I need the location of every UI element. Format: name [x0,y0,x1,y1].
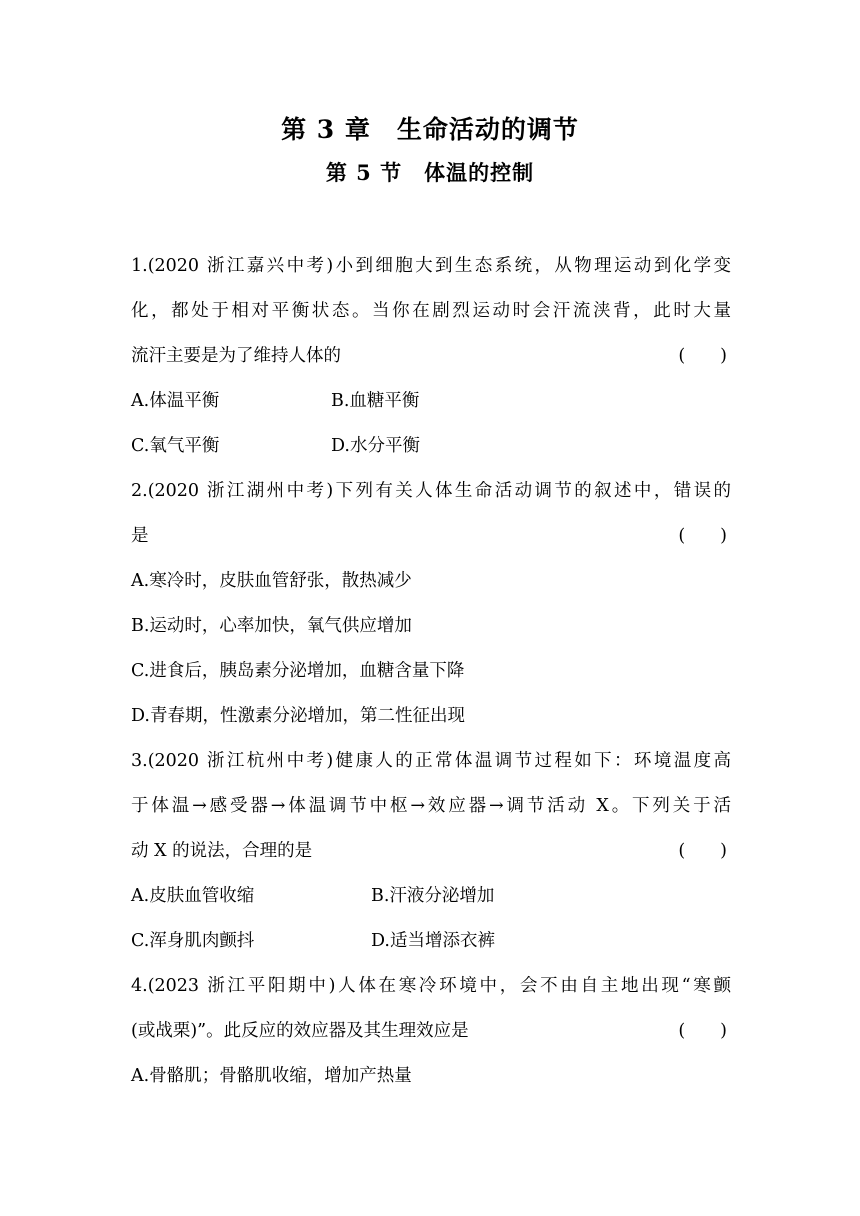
question-3-options-row-1 [131,874,731,919]
question-3-stem-end: 动 X 的说法，合理的是 [131,841,313,861]
question-4-stem-end: (或战栗)”。此反应的效应器及其生理效应是 [131,1021,469,1041]
option-b: B.血糖平衡 [331,391,420,411]
option-a: A.体温平衡 [131,391,220,411]
question-1-options-row-2 [131,424,731,469]
question-2-option-d: D.青春期，性激素分泌增加，第二性征出现 [131,706,465,726]
question-1-options-row-1 [131,379,731,424]
question-2-line-1: 2.(2020 浙江湖州中考)下列有关人体生命活动调节的叙述中，错误的 [131,481,731,501]
answer-bracket: ( ) [678,526,727,546]
question-3-line-3 [131,829,731,874]
answer-bracket: ( ) [678,1021,727,1041]
answer-bracket: ( ) [678,841,727,861]
option-c: C.浑身肌肉颤抖 [131,931,255,951]
option-b: B.汗液分泌增加 [371,886,495,906]
option-c: C.氧气平衡 [131,436,220,456]
question-4-line-1: 4.(2023 浙江平阳期中)人体在寒冷环境中，会不由自主地出现“寒颤 [131,976,731,996]
question-2-option-c: C.进食后，胰岛素分泌增加，血糖含量下降 [131,661,465,681]
answer-bracket: ( ) [678,346,727,366]
question-4-line-2 [131,1009,731,1054]
question-3-line-1: 3.(2020 浙江杭州中考)健康人的正常体温调节过程如下：环境温度高 [131,751,731,771]
option-d: D.水分平衡 [331,436,420,456]
question-1-stem-end: 流汗主要是为了维持人体的 [131,346,341,366]
question-list [131,244,731,1099]
question-3-options-row-2 [131,919,731,964]
question-2-option-b: B.运动时，心率加快，氧气供应增加 [131,616,412,636]
option-d: D.适当增添衣裤 [371,931,495,951]
question-4-option-a: A.骨骼肌；骨骼肌收缩，增加产热量 [131,1066,412,1086]
section-title: 第 5 节 体温的控制 [325,160,535,185]
question-1-line-3 [131,334,731,379]
question-1-line-2: 化，都处于相对平衡状态。当你在剧烈运动时会汗流浃背，此时大量 [131,301,731,321]
question-3-line-2: 于体温→感受器→体温调节中枢→效应器→调节活动 X。下列关于活 [131,796,731,816]
question-2-option-a: A.寒冷时，皮肤血管舒张，散热减少 [131,571,412,591]
question-2-line-2 [131,514,731,559]
option-a: A.皮肤血管收缩 [131,886,255,906]
question-1-line-1: 1.(2020 浙江嘉兴中考)小到细胞大到生态系统，从物理运动到化学变 [131,256,731,276]
chapter-title: 第 3 章 生命活动的调节 [281,115,579,144]
question-2-stem-end: 是 [131,526,149,546]
